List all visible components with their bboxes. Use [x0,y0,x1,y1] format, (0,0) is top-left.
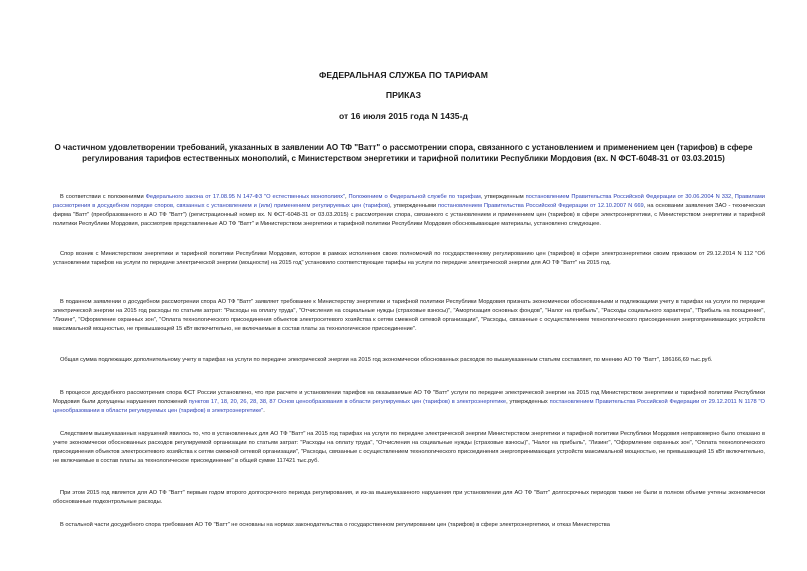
paragraph-total-sum: Общая сумма подлежащих дополнительному учету в тарифах на услуги по передаче электрической энергии на 2015 год экономически обоснованных расходов по вышеуказанным статьям составляет, по мнению АО ТФ "Ватт", 186166,69 тыс.руб. [60,357,713,363]
paragraph-legal-basis [53,193,765,229]
link-government-decree-332[interactable]: постановлением Правительства Российской Федерации от 30.06.2004 N 332 [525,194,732,200]
paragraph-text: . [263,407,265,414]
paragraph-dispute-origin: Спор возник с Министерством энергетики и тарифной политики Республики Мордовия, которое в рамках исполнения своих полномочий по государственному регулированию цен (тарифов) в сфере электроэнергетики своим приказом от 29.12.2014 N 112 "Об установлении тарифов на услуги по передаче электрической энергии (мощности) на 2015 год" установило соответствующие тарифы на услуги по передаче электрической энергии для АО ТФ "Ватт" на 2015 год. [53,251,765,266]
document-date-number: от 16 июля 2015 года N 1435-д [338,111,469,121]
paragraph-long-term-period: При этом 2015 год является для АО ТФ "Ватт" первым годом второго долгосрочного периода регулирования, и из-за вышеуказанного нарушения при установлении для АО ТФ "Ватт" долгосрочных периодов также не были в полном объеме учтены экономически обоснованные подконтрольные расходы. [53,490,765,505]
paragraph-text: , [344,194,349,200]
paragraph-text: , утвержденных [506,398,550,405]
document-type: ПРИКАЗ [385,90,422,100]
agency-title: ФЕДЕРАЛЬНАЯ СЛУЖБА ПО ТАРИФАМ [319,70,488,80]
paragraph-claim: В поданном заявлении о досудебном рассмотрении спора АО ТФ "Ватт" заявляет требование к Министерству энергетики и тарифной политики Республики Мордовия признать экономически обоснованными и подлежащими учету в тарифах на услуги по передаче электрической энергии на 2015 год расходы по статьям затрат: "Расходы на оплату труда", "Отчисления на социальные нужды (страховые взносы)", "Амортизация основных фондов", "Налог на прибыль", "Расходы социального характера", "Прибыль на поощрение", "Лизинг", "Оформление охранных зон", "Оплата технологического присоединения объектов электросетевого хозяйства к сетям смежной сетевой организации", "Расходы, связанные с осуществлением технологического присоединения энергопринимающих устройств максимальной мощностью, не превышающей 15 кВт включительно, не включаемые в состав платы за технологическое присоединение". [53,299,765,332]
link-government-decree-669[interactable]: постановлением Правительства Российской Федерации от 12.10.2007 N 669 [438,202,644,209]
paragraph-remaining-claims: В остальной части досудебного спора требования АО ТФ "Ватт" не основаны на нормах законодательства о государственном регулировании цен (тарифов) в сфере электроэнергетики, и отказ Министерства [60,522,610,528]
paragraph-consequences: Следствием вышеуказанных нарушений явилось то, что в установленных для АО ТФ "Ватт" на 2015 год тарифах на услуги по передаче электрической энергии Министерством энергетики и тарифной политики Республики Мордовия неправомерно было отказано в учете экономически обоснованных расходов регулируемой организации по статьям затрат: "Расходы на оплату труда", "Отчисления на социальные нужды (страховые взносы)", "Налог на прибыль", "Лизинг", "Оформление охранных зон", "Оплата технологического присоединения объектов электросетевого хозяйства к сетям смежной сетевой организации", "Расходы, связанные с осуществлением технологического присоединения энергопринимающих устройств максимальной мощностью, не превышающей 15 кВт включительно, не включаемые в состав платы за технологическое присоединение" в общей сумме 117421 тыс.руб. [53,431,765,464]
paragraph-text: В процессе досудебного рассмотрения спора ФСТ России установлено, что при расчете и установлении тарифов на оказываемые АО ТФ "Ватт" услуги по передаче электрической энергии на 2015 год Министерством энергетики и тарифной политики Республики Мордовия были допущены нарушения положений [53,390,765,405]
paragraph-text: В соответствии с положениями [60,194,146,200]
link-dispute-rules[interactable]: Правилами рассмотрения в досудебном порядке споров, связанных с установлением и (или) применением регулируемых цен (тарифов) [53,194,765,209]
link-federal-law-147[interactable]: Федерального закона от 17.08.95 N 147-ФЗ "О естественных монополиях" [145,194,345,200]
link-fst-regulation[interactable]: Положением о Федеральной службе по тарифам [348,194,481,200]
link-government-decree-1178[interactable]: постановлением Правительства Российской Федерации от 29.12.2011 N 1178 "О ценообразовании в области регулируемых цен (тарифов) в электроэнергетике" [53,398,765,414]
paragraph-text: , [731,194,735,200]
paragraph-text: , на основании заявления ЗАО - техническая фирма "Ватт" (преобразованного в АО ТФ "Ватт") (регистрационный номер вх. N ФСТ-6048-31 от 03.03.2015) с рассмотрении спора, связанного с установлением и применением цен (тарифов) в сфере электроэнергетики, с Министерством энергетики и тарифной политики Республики Мордовия, рассмотрев представленные АО ТФ "Ватт" и Министерством энергетики и тарифной политики Республики Мордовия обосновывающие материалы, установлено следующее. [53,202,765,227]
link-pricing-basics-items[interactable]: пунктов 17, 18, 20, 26, 28, 38, 87 Основ ценообразования в области регулируемых цен (тарифов) в электроэнергетике [188,398,507,405]
paragraph-violations [53,389,765,416]
paragraph-text: , утвержденным [480,194,526,200]
document-subject: О частичном удовлетворении требований, указанных в заявлении АО ТФ "Ватт" о рассмотрении спора, связанного с установлением и применением цен (тарифов) в сфере регулирования тарифов естественных монополий, с Министерством энергетики и тарифной политики Республики Мордовия (вх. N ФСТ-6048-31 от 03.03.2015) [54,143,753,164]
paragraph-text: , утвержденными [390,202,439,209]
